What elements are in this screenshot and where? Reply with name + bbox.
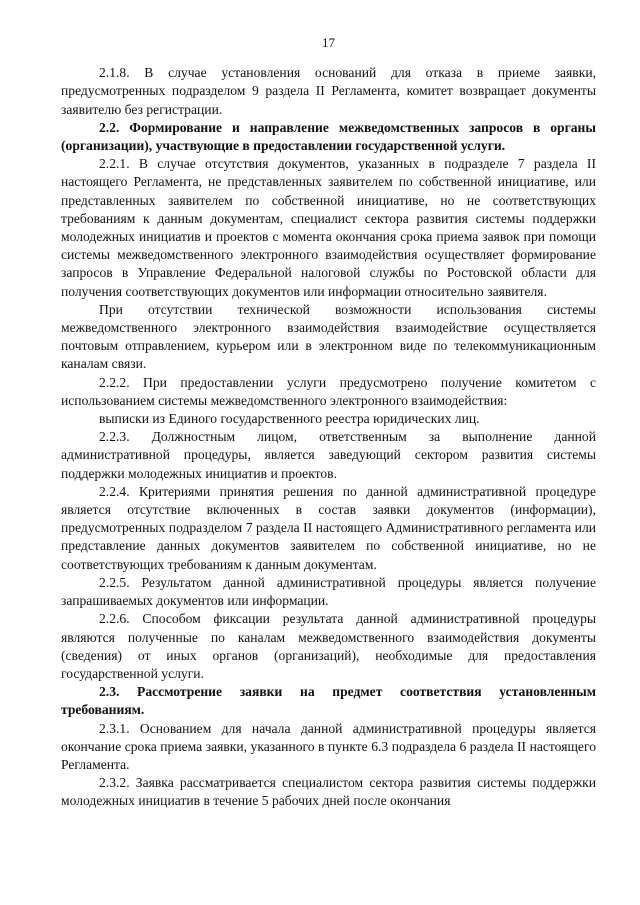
document-page — [61, 34, 596, 811]
paragraph: 2.3.2. Заявка рассматривается специалистом сектора развития системы поддержки молодежных инициатив в течение 5 рабочих дней после окончания — [61, 775, 596, 809]
paragraph: 2.2.2. При предоставлении услуги предусмотрено получение комитетом с использованием системы межведомственного электронного взаимодействия: — [61, 374, 596, 408]
paragraph: 2.2.6. Способом фиксации результата данной административной процедуры являются полученные по каналам межведомственного взаимодействия документы (сведения) от иных органов (организаций), необходимые для предоставления государственной услуги. — [61, 611, 596, 681]
paragraph: 2.2.4. Критериями принятия решения по данной административной процедуре является отсутствие включенных в состав заявки документов (информации), предусмотренных подразделом 7 раздела II настоящего Административного регламента или представление данных документов заявителем по собственной инициативе, но не соответствующих требованиям к данным документам. — [61, 483, 596, 572]
paragraph: При отсутствии технической возможности использования системы межведомственного электронного взаимодействия взаимодействие осуществляется почтовым отправлением, курьером или в электронном виде по телекоммуникационным каналам связи. — [61, 301, 596, 372]
paragraph: выписки из Единого государственного реестра юридических лиц. — [99, 411, 480, 427]
paragraph: 2.3.1. Основанием для начала данной административной процедуры является окончание срока приема заявки, указанного в пункте 6.3 подраздела 6 раздела II настоящего Регламента. — [61, 720, 596, 772]
paragraph: 2.1.8. В случае установления оснований для отказа в приеме заявки, предусмотренных подразделом 9 раздела II Регламента, комитет возвращает документы заявителю без регистрации. — [61, 65, 596, 117]
section-heading: 2.2. Формирование и направление межведомственных запросов в органы (организации), участвующие в предоставлении государственной услуги. — [61, 119, 596, 154]
section-heading: 2.3. Рассмотрение заявки на предмет соответствия установленным требованиям. — [61, 684, 596, 718]
page-number: 17 — [322, 35, 335, 50]
paragraph: 2.2.1. В случае отсутствия документов, указанных в подразделе 7 раздела II настоящего Регламента, не представленных заявителем по собственной инициативе, или представленных заявителем по собственной инициативе, но не соответствующих требованиям к данным документам, специалист сектора развития системы поддержки молодежных инициатив и проектов с момента окончания срока приема заявок при помощи системы межведомственного электронного взаимодействия осуществляет формирование запросов в Управление Федеральной налоговой службы по Ростовской области для получения соответствующих документов или информации относительно заявителя. — [61, 156, 596, 299]
document-body — [61, 64, 596, 810]
paragraph: 2.2.5. Результатом данной административной процедуры является получение запрашиваемых документов или информации. — [61, 574, 596, 609]
paragraph: 2.2.3. Должностным лицом, ответственным за выполнение данной административной процедуры, является заведующий сектором развития системы поддержки молодежных инициатив и проектов. — [61, 429, 596, 481]
